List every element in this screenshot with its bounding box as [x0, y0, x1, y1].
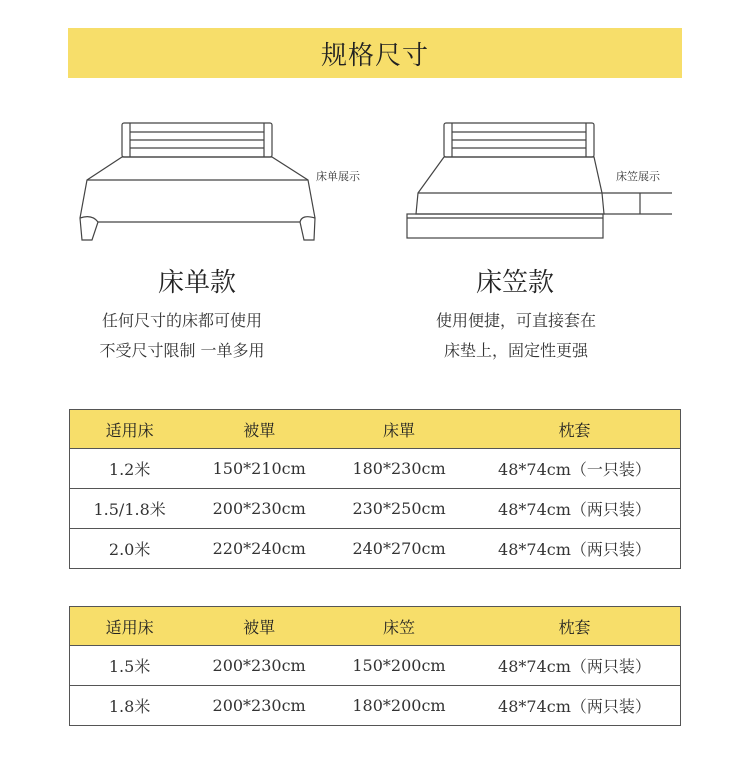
table-cell: 1.8米 — [70, 686, 190, 726]
table-cell: 2.0米 — [70, 529, 190, 569]
table-cell: 1.5米 — [70, 646, 190, 686]
table-header-cell: 枕套 — [469, 410, 681, 449]
table-cell: 200*230cm — [189, 686, 329, 726]
flat-sheet-illustration-label: 床单展示 — [316, 170, 360, 183]
fitted-sheet-illustration-label: 床笠展示 — [616, 170, 660, 183]
table-cell: 48*74cm（一只装） — [469, 449, 681, 489]
table-header-cell: 被單 — [189, 410, 329, 449]
table-row — [70, 449, 681, 489]
table-row — [70, 646, 681, 686]
table-cell: 180*200cm — [329, 686, 469, 726]
table-header-cell: 床單 — [329, 410, 469, 449]
table-header-cell: 适用床 — [70, 607, 190, 646]
fitted-sheet-desc-line1: 使用便捷，可直接套在 — [435, 311, 596, 330]
flat-sheet-name: 床单款 — [157, 268, 236, 298]
table-cell: 230*250cm — [329, 489, 469, 529]
table-cell: 150*200cm — [329, 646, 469, 686]
spec-table-flat-sheet — [69, 409, 681, 569]
table-header-cell: 被單 — [189, 607, 329, 646]
table-row — [70, 489, 681, 529]
title-banner — [68, 28, 682, 78]
table-cell: 200*230cm — [189, 489, 329, 529]
table-cell: 200*230cm — [189, 646, 329, 686]
table-cell: 48*74cm（两只装） — [469, 686, 681, 726]
table-cell: 1.5/1.8米 — [70, 489, 190, 529]
table-header-cell: 枕套 — [469, 607, 681, 646]
table-cell: 48*74cm（两只装） — [469, 646, 681, 686]
table-header-cell: 床笠 — [329, 607, 469, 646]
table-cell: 48*74cm（两只装） — [469, 529, 681, 569]
table-row — [70, 686, 681, 726]
table-cell: 220*240cm — [189, 529, 329, 569]
table-header-row — [70, 607, 681, 646]
table-cell: 180*230cm — [329, 449, 469, 489]
table-cell: 1.2米 — [70, 449, 190, 489]
fitted-sheet-desc-line2: 床垫上，固定性更强 — [443, 341, 588, 360]
flat-sheet-desc-line1: 任何尺寸的床都可使用 — [101, 311, 262, 330]
table-cell: 240*270cm — [329, 529, 469, 569]
flat-sheet-illustration — [72, 118, 322, 248]
page-title: 规格尺寸 — [320, 40, 429, 71]
spec-table-fitted-sheet — [69, 606, 681, 726]
table-row — [70, 529, 681, 569]
table-cell: 150*210cm — [189, 449, 329, 489]
table-header-row — [70, 410, 681, 449]
table-header-cell: 适用床 — [70, 410, 190, 449]
flat-sheet-desc-line2: 不受尺寸限制 一单多用 — [99, 341, 265, 360]
fitted-sheet-name: 床笠款 — [475, 268, 554, 298]
table-cell: 48*74cm（两只装） — [469, 489, 681, 529]
